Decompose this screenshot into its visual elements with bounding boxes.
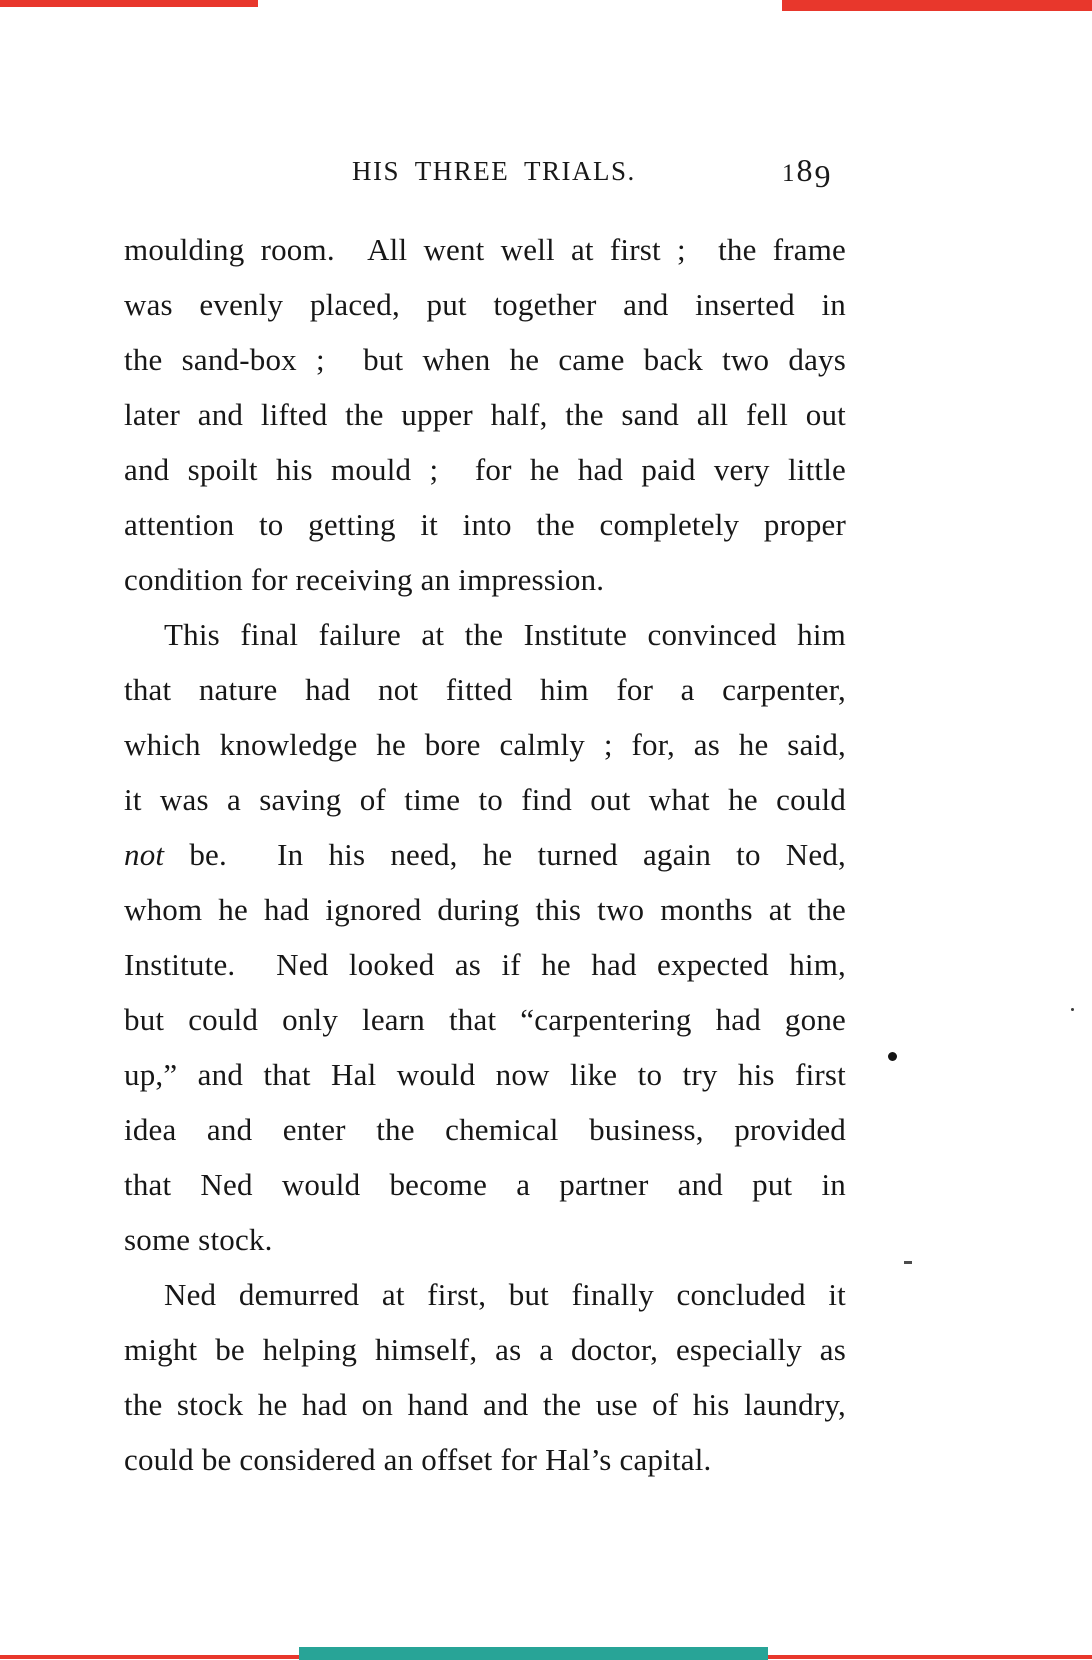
text-line: attention to getting it into the completely proper <box>124 507 846 542</box>
text-line: not be. In his need, he turned again to Ned, <box>124 837 846 872</box>
text-line: the stock he had on hand and the use of his laundry, <box>124 1387 846 1422</box>
text-line: the sand-box ; but when he came back two days <box>124 342 846 377</box>
text-line: and spoilt his mould ; for he had paid very little <box>124 452 846 487</box>
text-line: condition for receiving an impression. <box>124 562 605 597</box>
scan-edge-strip-top-right <box>782 0 1092 11</box>
running-title: HIS THREE TRIALS. <box>352 156 636 186</box>
text-line: later and lifted the upper half, the sand all fell out <box>124 397 846 432</box>
text-line: This final failure at the Institute convinced him <box>164 617 846 652</box>
text-line: it was a saving of time to find out what he could <box>124 782 846 817</box>
ink-dot <box>888 1052 897 1061</box>
text-line: whom he had ignored during this two months at the <box>124 892 846 927</box>
ink-dash <box>904 1261 912 1264</box>
scan-edge-strip-top-left <box>0 0 258 7</box>
text-line: up,” and that Hal would now like to try his first <box>124 1057 846 1092</box>
text-line: could be considered an offset for Hal’s capital. <box>124 1442 712 1477</box>
text-line: which knowledge he bore calmly ; for, as he said, <box>124 727 846 762</box>
scan-edge-strip-bottom-center <box>299 1647 768 1660</box>
text-line: was evenly placed, put together and inserted in <box>124 287 846 322</box>
text-line: Ned demurred at first, but finally concluded it <box>164 1277 846 1312</box>
page-number-digit: 1 <box>782 160 797 187</box>
text-line: that nature had not fitted him for a carpenter, <box>124 672 846 707</box>
text-line: that Ned would become a partner and put in <box>124 1167 846 1202</box>
text-line: Institute. Ned looked as if he had expected him, <box>124 947 846 982</box>
text-line: idea and enter the chemical business, provided <box>124 1112 846 1147</box>
page-number-digit: 8 <box>796 152 815 188</box>
text-line: moulding room. All went well at first ; the frame <box>124 232 846 267</box>
body-text <box>124 222 846 1487</box>
page-number-digit: 9 <box>814 158 833 194</box>
text-line: might be helping himself, as a doctor, especially as <box>124 1332 846 1367</box>
page-number <box>782 152 833 195</box>
ink-speck <box>1071 1008 1074 1011</box>
text-line: some stock. <box>124 1222 273 1257</box>
text-line: but could only learn that “carpentering had gone <box>124 1002 846 1037</box>
